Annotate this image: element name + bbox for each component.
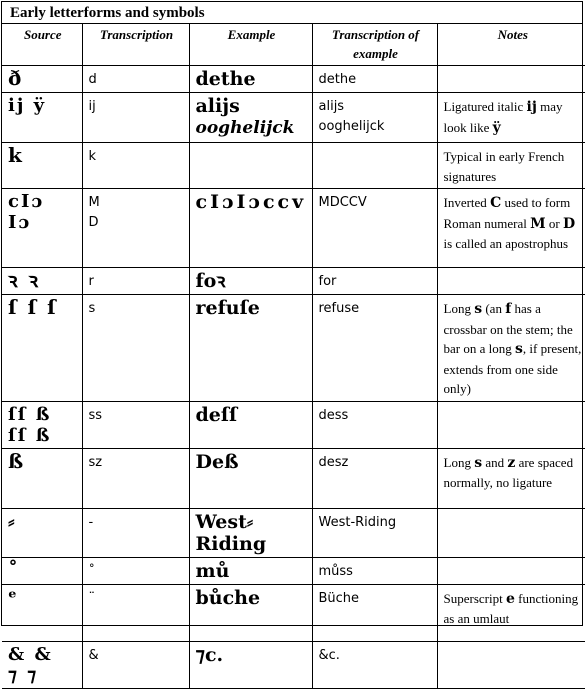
notes-text: Typical in early French signatures: [443, 149, 565, 184]
title-row: [2, 2, 582, 24]
notes-bold-letter: z: [507, 454, 516, 471]
notes-bold-letter: C: [490, 195, 502, 211]
notes-bold-letter: e: [505, 590, 515, 607]
header-row: [2, 23, 585, 66]
transcription-of-example-cell: Büche: [312, 584, 437, 641]
transcription-of-example-cell: alijs ooghelijck: [312, 93, 437, 143]
transcription-of-example-cell: MDCCV: [312, 189, 437, 268]
notes-cell: [437, 66, 585, 93]
notes-text: , if present, extends from one side only): [443, 341, 582, 396]
table-title: Early letterforms and symbols: [10, 5, 205, 21]
notes-cell: [437, 93, 585, 143]
example-text: West⸗Riding: [195, 510, 267, 555]
transcription-cell: &: [82, 641, 189, 688]
notes-text: has a crossbar on the stem; the bar on a long: [443, 301, 573, 356]
table-row: [2, 448, 585, 508]
notes-text: is called an apostrophus: [443, 236, 569, 251]
source-glyph: k: [2, 143, 82, 189]
notes-bold-letter: f: [505, 301, 512, 317]
letterforms-table: [2, 23, 585, 689]
notes-text: Inverted: [443, 195, 491, 210]
example-text: ⁊c.: [195, 643, 224, 666]
transcription-cell: ˚: [82, 557, 189, 584]
source-glyph: cIɔ Iɔ: [2, 189, 82, 268]
source-glyph: ⸗: [2, 508, 82, 557]
transcription-of-example-cell: dess: [312, 401, 437, 448]
notes-cell: [437, 448, 585, 508]
example-cell: [189, 584, 312, 641]
notes-cell: [437, 557, 585, 584]
notes-text: are spaced normally, no ligature: [443, 454, 574, 490]
transcription-of-example-cell: &c.: [312, 641, 437, 688]
source-glyph: & & ⁊ ⁊: [2, 641, 82, 688]
notes-bold-letter: s: [474, 454, 483, 471]
header-example: Example: [189, 23, 312, 66]
transcription-of-example-cell: desz: [312, 448, 437, 508]
letterforms-table-frame: [1, 1, 583, 686]
transcription-of-example-cell: můss: [312, 557, 437, 584]
example-cell: [189, 641, 312, 688]
table-row: [2, 584, 585, 641]
example-text: foꝛ: [195, 270, 226, 292]
table-row: [2, 508, 585, 557]
header-transcription-of-example: Transcription of example: [312, 23, 437, 66]
transcription-cell: ij: [82, 93, 189, 143]
transcription-cell: M D: [82, 189, 189, 268]
transcription-cell: s: [82, 295, 189, 402]
notes-text: Ligatured italic: [443, 99, 527, 114]
example-text: mů: [195, 559, 230, 582]
notes-text: Long: [443, 454, 475, 470]
notes-bold-letter: s: [514, 341, 523, 357]
example-cell: [189, 557, 312, 584]
source-glyph: ð: [2, 66, 82, 93]
example-cell: [189, 508, 312, 557]
transcription-cell: ss: [82, 401, 189, 448]
table-row: [2, 189, 585, 268]
transcription-of-example-cell: refuse: [312, 295, 437, 402]
example-cell: [189, 268, 312, 295]
transcription-cell: -: [82, 508, 189, 557]
notes-text: (an: [482, 301, 506, 316]
table-row: [2, 93, 585, 143]
example-text: alijs: [195, 95, 240, 117]
notes-cell: [437, 295, 585, 402]
transcription-cell: r: [82, 268, 189, 295]
table-row: [2, 66, 585, 93]
transcription-cell: k: [82, 143, 189, 189]
example-cell: [189, 295, 312, 402]
transcription-of-example-cell: dethe: [312, 66, 437, 93]
table-row: [2, 143, 585, 189]
notes-bold-letter: D: [563, 215, 576, 232]
notes-cell: [437, 189, 585, 268]
example-cell: [189, 66, 312, 93]
example-cell: [189, 401, 312, 448]
header-notes: Notes: [437, 23, 585, 66]
table-row: [2, 557, 585, 584]
table-row: [2, 295, 585, 402]
transcription-of-example-cell: West-Riding: [312, 508, 437, 557]
source-glyph: ˚: [2, 557, 82, 584]
transcription-of-example-cell: [312, 143, 437, 189]
example-text: Deß: [195, 450, 239, 473]
source-glyph: ſſ ß ſſ ß: [2, 401, 82, 448]
example-text: cIɔIɔccv: [195, 191, 307, 213]
notes-text: functioning as an umlaut: [443, 590, 579, 626]
source-glyph: ß: [2, 448, 82, 508]
transcription-of-example-cell: for: [312, 268, 437, 295]
table-row: [2, 401, 585, 448]
transcription-cell: ¨: [82, 584, 189, 641]
notes-text: Long: [443, 301, 475, 316]
example-cell: [189, 189, 312, 268]
table-row: [2, 268, 585, 295]
notes-bold-letter: M: [530, 215, 546, 232]
example-text: bůche: [195, 586, 261, 609]
table-row: [2, 641, 585, 688]
source-glyph: ᵉ: [2, 584, 82, 641]
notes-text: and: [482, 454, 508, 470]
example-text: dethe: [195, 68, 256, 90]
notes-bold-letter: ÿ: [492, 119, 501, 136]
example-text: refuſe: [195, 297, 260, 319]
header-transcription: Transcription: [82, 23, 189, 66]
notes-text: or: [545, 215, 563, 231]
notes-cell: [437, 268, 585, 295]
notes-text: used to form Roman numeral: [443, 195, 571, 231]
example-cell: [189, 143, 312, 189]
transcription-cell: sz: [82, 448, 189, 508]
notes-cell: [437, 143, 585, 189]
notes-cell: [437, 401, 585, 448]
source-glyph: ſ ſ ſ: [2, 295, 82, 402]
source-glyph: ij ÿ: [2, 93, 82, 143]
notes-bold-letter: s: [474, 301, 483, 317]
transcription-cell: d: [82, 66, 189, 93]
notes-text: Superscript: [443, 590, 506, 606]
header-source: Source: [2, 23, 82, 66]
example-cell: [189, 448, 312, 508]
example-cell: [189, 93, 312, 143]
notes-cell: [437, 641, 585, 688]
source-glyph: ꝛ ꝛ: [2, 268, 82, 295]
notes-cell: [437, 508, 585, 557]
notes-text: may look like: [443, 99, 563, 135]
example-italic-text: ooghelijck: [195, 118, 295, 138]
example-text: deſſ: [195, 403, 238, 426]
notes-bold-letter: ij: [526, 99, 537, 115]
notes-cell: [437, 584, 585, 641]
